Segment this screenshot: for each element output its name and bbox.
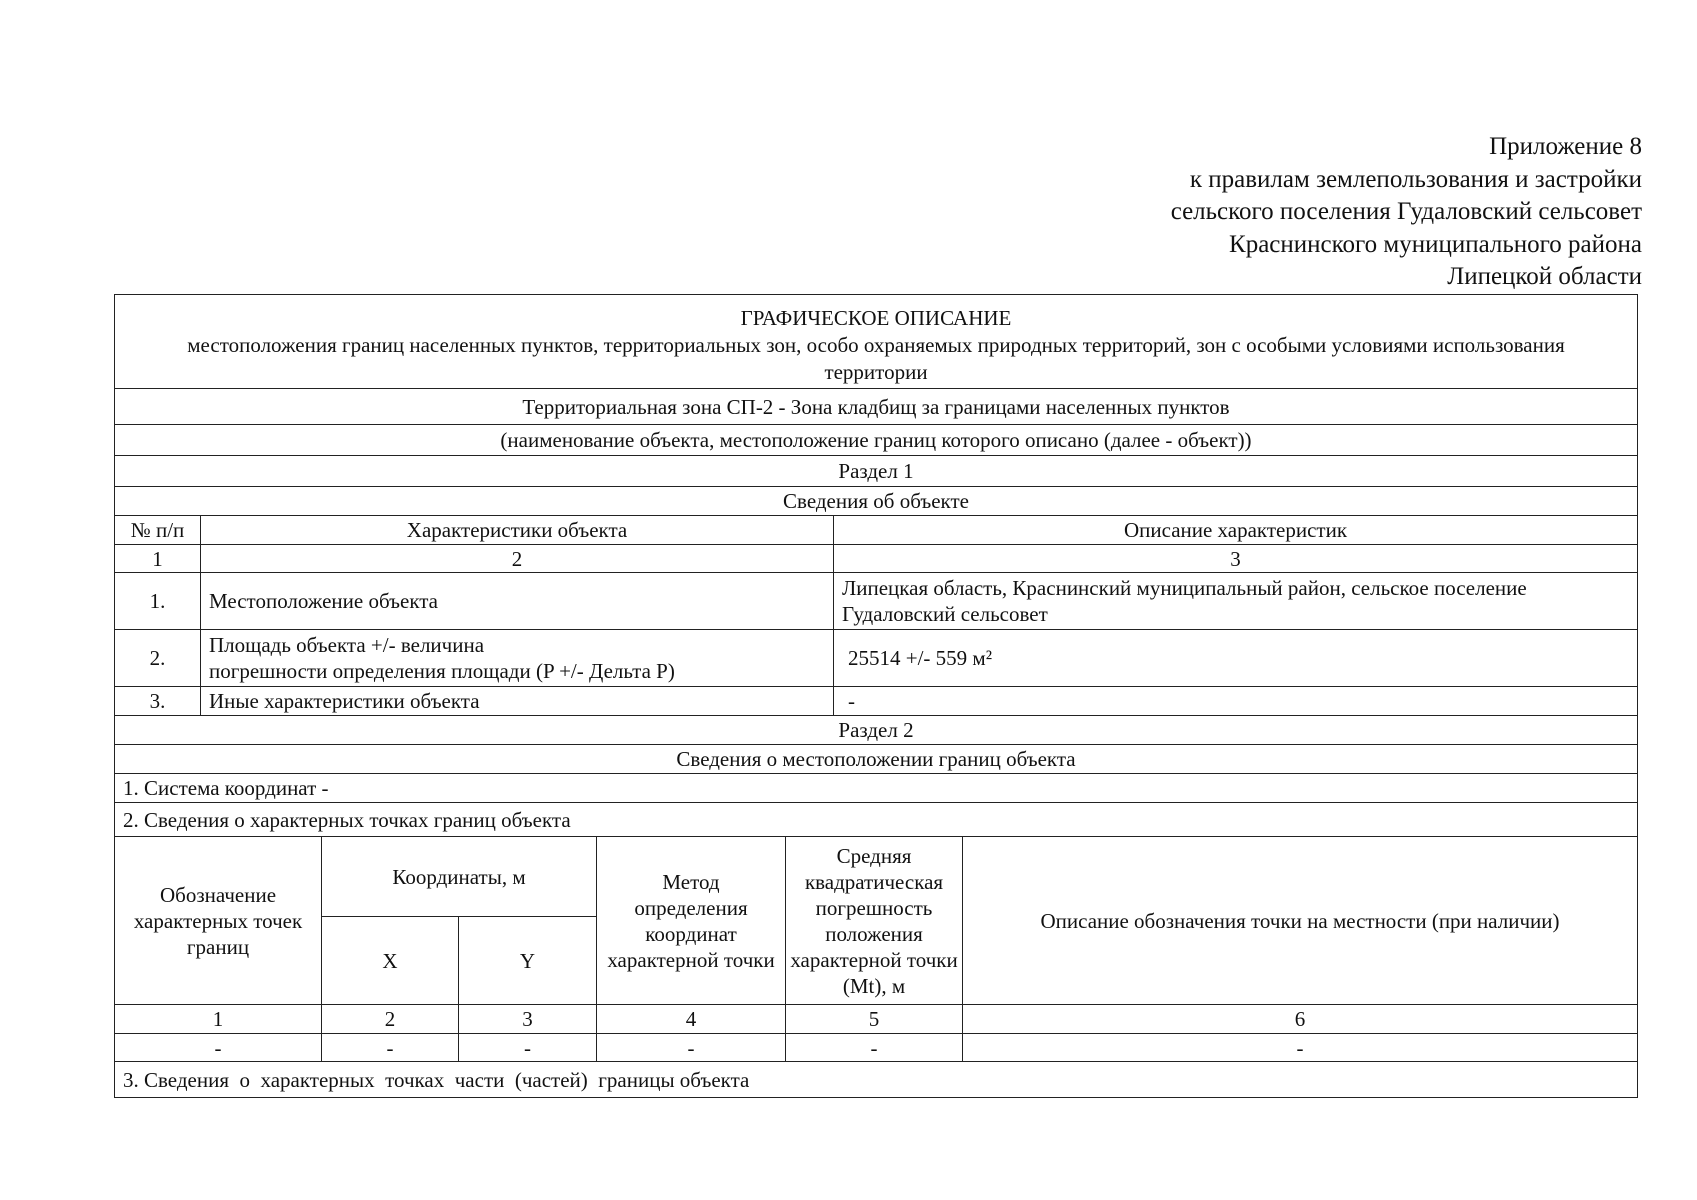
column-header: № п/п (115, 516, 201, 545)
appendix-line: сельского поселения Гудаловский сельсовет (1170, 198, 1642, 225)
column-number: 6 (963, 1005, 1638, 1034)
column-number: 1 (115, 1005, 322, 1034)
points-header-row (115, 837, 1638, 917)
characteristic-name-line: погрешности определения площади (P +/- Дельта P) (209, 659, 675, 683)
table-row (115, 687, 1638, 716)
row-number: 3. (115, 687, 201, 716)
header-row (115, 295, 1638, 389)
column-header: Описание обозначения точки на местности (при наличии) (963, 837, 1638, 1005)
coordinate-system: 1. Система координат - (115, 774, 1638, 803)
characteristic-name: Местоположение объекта (201, 573, 834, 630)
table-cell: - (597, 1034, 786, 1062)
column-header: Описание характеристик (834, 516, 1638, 545)
points-title: 2. Сведения о характерных точках границ объекта (115, 803, 1638, 837)
document-subtitle: местоположения границ населенных пунктов, территориальных зон, особо охраняемых природных территорий, зон с особыми условиями использования территории (187, 333, 1565, 384)
table-cell: - (322, 1034, 459, 1062)
appendix-line: Краснинского муниципального района (1229, 230, 1642, 258)
header-cell (115, 295, 1638, 389)
appendix-header (1171, 131, 1642, 294)
section1-table (114, 294, 1638, 837)
row-number: 2. (115, 630, 201, 687)
object-name: Территориальная зона СП-2 - Зона кладбищ за границами населенных пунктов (115, 389, 1638, 425)
column-header: Обозначение характерных точек границ (115, 837, 322, 1005)
column-number: 4 (597, 1005, 786, 1034)
table-row (115, 573, 1638, 630)
appendix-line: к правилам землепользования и застройки (1189, 165, 1642, 193)
characteristic-name (201, 630, 834, 687)
points-number-row (115, 1005, 1638, 1034)
table-row (115, 630, 1638, 687)
column-header: Характеристики объекта (201, 516, 834, 545)
points-table (114, 836, 1638, 1098)
column-header: Y (459, 917, 597, 1005)
table-cell: - (115, 1034, 322, 1062)
appendix-line: Липецкой области (1447, 263, 1642, 290)
appendix-line: Приложение 8 (1489, 133, 1642, 160)
section1-number-row (115, 545, 1638, 573)
column-number: 1 (115, 545, 201, 573)
column-header: Средняя квадратическая погрешность положения характерной точки (Mt), м (786, 837, 963, 1005)
characteristic-value: 25514 +/- 559 м² (834, 630, 1638, 687)
column-number: 5 (786, 1005, 963, 1034)
table-cell: - (459, 1034, 597, 1062)
section2-subtitle: Сведения о местоположении границ объекта (115, 745, 1638, 774)
object-caption: (наименование объекта, местоположение границ которого описано (далее - объект)) (115, 425, 1638, 456)
section1-subtitle: Сведения об объекте (115, 487, 1638, 516)
section1-title: Раздел 1 (115, 456, 1638, 487)
characteristic-value: - (834, 687, 1638, 716)
table-cell: - (786, 1034, 963, 1062)
column-number: 3 (459, 1005, 597, 1034)
column-number: 3 (834, 545, 1638, 573)
column-header: X (322, 917, 459, 1005)
characteristic-name-line: Площадь объекта +/- величина (209, 633, 485, 657)
row-number: 1. (115, 573, 201, 630)
section2-title: Раздел 2 (115, 716, 1638, 745)
characteristic-name: Иные характеристики объекта (201, 687, 834, 716)
column-header: Метод определения координат характерной точки (597, 837, 786, 1005)
column-header: Координаты, м (322, 837, 597, 917)
document-title: ГРАФИЧЕСКОЕ ОПИСАНИЕ (740, 306, 1012, 330)
column-number: 2 (201, 545, 834, 573)
document-body (114, 294, 1638, 1098)
characteristic-value: Липецкая область, Краснинский муниципальный район, сельское поселение Гудаловский сельсовет (834, 573, 1638, 630)
parts-title: 3. Сведения о характерных точках части (частей) границы объекта (115, 1062, 1638, 1098)
column-number: 2 (322, 1005, 459, 1034)
table-row (115, 1034, 1638, 1062)
table-cell: - (963, 1034, 1638, 1062)
section1-header-row (115, 516, 1638, 545)
